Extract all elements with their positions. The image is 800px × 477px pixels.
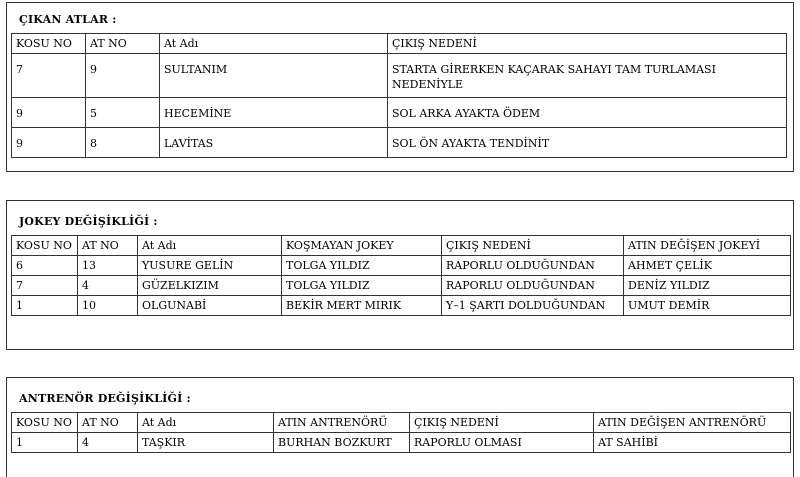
- cell-cikis-nedeni: SOL ARKA AYAKTA ÖDEM: [388, 98, 787, 128]
- table-header-row: [12, 34, 787, 54]
- cikan-atlar-table: [11, 33, 787, 158]
- cell-cikis-nedeni: Y–1 ŞARTI DOLDUĞUNDAN: [442, 296, 624, 316]
- header-kosu-no: KOSU NO: [12, 34, 86, 54]
- table-row: [12, 296, 791, 316]
- cell-at-adi: HECEMİNE: [160, 98, 388, 128]
- header-at-no: AT NO: [86, 34, 160, 54]
- cell-at-adi: OLGUNABİ: [138, 296, 282, 316]
- header-atin-antrenoru: ATIN ANTRENÖRÜ: [274, 413, 410, 433]
- cell-degisen-jokey: UMUT DEMİR: [624, 296, 791, 316]
- cell-kosmayan-jokey: TOLGA YILDIZ: [282, 276, 442, 296]
- jokey-degisikligi-table: [11, 235, 791, 316]
- cell-at-no: 4: [78, 433, 138, 453]
- cell-at-no: 10: [78, 296, 138, 316]
- header-at-adi: At Adı: [160, 34, 388, 54]
- cell-degisen-jokey: DENİZ YILDIZ: [624, 276, 791, 296]
- cell-cikis-nedeni: RAPORLU OLMASI: [410, 433, 594, 453]
- cell-cikis-nedeni: RAPORLU OLDUĞUNDAN: [442, 276, 624, 296]
- cell-cikis-nedeni: RAPORLU OLDUĞUNDAN: [442, 256, 624, 276]
- header-cikis-nedeni: ÇIKIŞ NEDENİ: [388, 34, 787, 54]
- section-antrenor-degisikligi: [6, 377, 794, 477]
- table-row: [12, 54, 787, 98]
- section-cikan-atlar: [6, 2, 794, 172]
- cell-kosu-no: 9: [12, 128, 86, 158]
- cell-kosu-no: 6: [12, 256, 78, 276]
- cell-cikis-nedeni: SOL ÖN AYAKTA TENDİNİT: [388, 128, 787, 158]
- header-kosmayan-jokey: KOŞMAYAN JOKEY: [282, 236, 442, 256]
- cell-degisen-antrenor: AT SAHİBİ: [594, 433, 791, 453]
- header-at-adi: At Adı: [138, 236, 282, 256]
- table-row: [12, 433, 791, 453]
- cell-kosmayan-jokey: TOLGA YILDIZ: [282, 256, 442, 276]
- section-title: ANTRENÖR DEĞİŞİKLİĞİ :: [19, 392, 191, 405]
- cell-kosu-no: 9: [12, 98, 86, 128]
- antrenor-degisikligi-table: [11, 412, 791, 453]
- header-kosu-no: KOSU NO: [12, 413, 78, 433]
- section-title: JOKEY DEĞİŞİKLİĞİ :: [19, 215, 158, 228]
- cell-at-adi: SULTANIM: [160, 54, 388, 98]
- cell-at-adi: TAŞKIR: [138, 433, 274, 453]
- cell-kosu-no: 7: [12, 276, 78, 296]
- cell-at-adi: YUSURE GELİN: [138, 256, 282, 276]
- cell-at-no: 13: [78, 256, 138, 276]
- cell-at-no: 9: [86, 54, 160, 98]
- cell-at-no: 4: [78, 276, 138, 296]
- cell-at-no: 8: [86, 128, 160, 158]
- cell-degisen-jokey: AHMET ÇELİK: [624, 256, 791, 276]
- cell-at-adi: LAVİTAS: [160, 128, 388, 158]
- table-row: [12, 256, 791, 276]
- cell-at-no: 5: [86, 98, 160, 128]
- header-cikis-nedeni: ÇIKIŞ NEDENİ: [442, 236, 624, 256]
- cell-atin-antrenoru: BURHAN BOZKURT: [274, 433, 410, 453]
- table-header-row: [12, 236, 791, 256]
- header-kosu-no: KOSU NO: [12, 236, 78, 256]
- header-cikis-nedeni: ÇIKIŞ NEDENİ: [410, 413, 594, 433]
- header-at-no: AT NO: [78, 236, 138, 256]
- cell-kosu-no: 1: [12, 296, 78, 316]
- header-degisen-jokey: ATIN DEĞİŞEN JOKEYİ: [624, 236, 791, 256]
- table-row: [12, 276, 791, 296]
- table-header-row: [12, 413, 791, 433]
- cell-kosu-no: 7: [12, 54, 86, 98]
- table-row: [12, 128, 787, 158]
- cell-cikis-nedeni: STARTA GİRERKEN KAÇARAK SAHAYI TAM TURLAMASI NEDENİYLE: [388, 54, 787, 98]
- cell-kosu-no: 1: [12, 433, 78, 453]
- cell-kosmayan-jokey: BEKİR MERT MIRIK: [282, 296, 442, 316]
- section-jokey-degisikligi: [6, 200, 794, 350]
- table-row: [12, 98, 787, 128]
- header-at-no: AT NO: [78, 413, 138, 433]
- section-title: ÇIKAN ATLAR :: [19, 13, 117, 26]
- cell-at-adi: GÜZELKIZIM: [138, 276, 282, 296]
- header-at-adi: At Adı: [138, 413, 274, 433]
- header-degisen-antrenor: ATIN DEĞİŞEN ANTRENÖRÜ: [594, 413, 791, 433]
